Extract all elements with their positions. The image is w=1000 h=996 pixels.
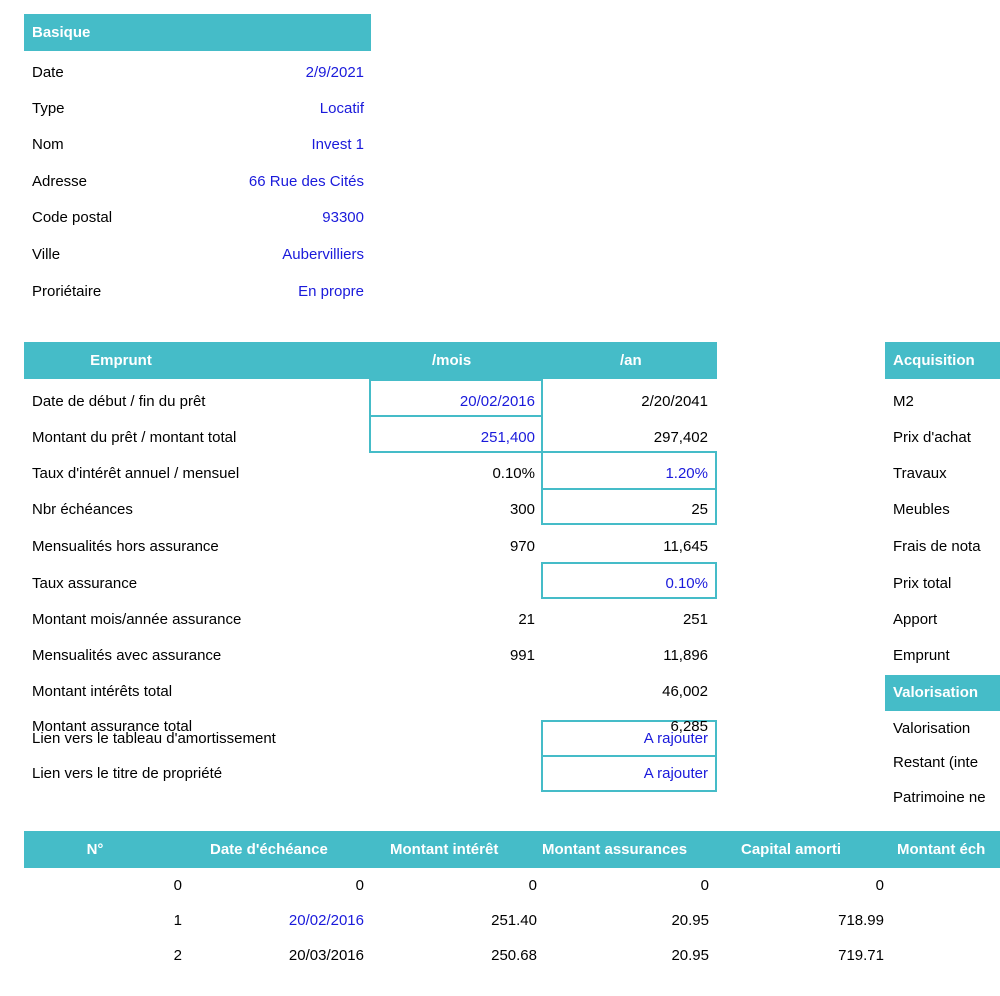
emprunt-taux-mensuel-value: 0.10%	[492, 465, 535, 482]
emprunt-interets-total-value: 46,002	[662, 683, 708, 700]
acquisition-header-label: Acquisition	[893, 352, 975, 369]
emprunt-mensualite-value: 970	[509, 538, 535, 555]
emprunt-label: Taux assurance	[32, 575, 138, 592]
basique-label-code-postal: Code postal	[32, 209, 113, 226]
schedule-cell-capital: 0	[875, 877, 884, 894]
basique-value-nom[interactable]: Invest 1	[311, 136, 364, 153]
schedule-col-montant-echeance: Montant éch	[897, 841, 986, 858]
schedule-cell-capital: 718.99	[838, 912, 884, 929]
schedule-cell-date: 20/03/2016	[288, 947, 364, 964]
emprunt-header-label: Emprunt	[90, 352, 152, 369]
acquisition-row-apport: Apport	[893, 611, 938, 628]
valorisation-row-patrimoine: Patrimoine ne	[893, 789, 986, 806]
schedule-cell-numero: 0	[173, 877, 182, 894]
emprunt-assurance-an-value: 251	[682, 611, 708, 628]
basique-value-date[interactable]: 2/9/2021	[305, 64, 364, 81]
schedule-cell-capital: 719.71	[838, 947, 884, 964]
basique-label-type: Type	[32, 100, 65, 117]
schedule-col-date: Date d'échéance	[210, 841, 328, 858]
schedule-cell-assurances: 0	[700, 877, 709, 894]
basique-label-nom: Nom	[32, 136, 64, 153]
acquisition-row-emprunt: Emprunt	[893, 647, 950, 664]
acquisition-row-m2: M2	[893, 393, 914, 410]
emprunt-col-an: /an	[620, 352, 642, 369]
schedule-cell-interet: 250.68	[491, 947, 537, 964]
emprunt-taux-annuel-value[interactable]: 1.20%	[665, 465, 708, 482]
emprunt-label: Nbr échéances	[32, 501, 133, 518]
emprunt-col-mois: /mois	[432, 352, 472, 369]
basique-label-date: Date	[32, 64, 64, 81]
acquisition-row-frais-notaire: Frais de nota	[893, 538, 981, 555]
emprunt-nbr-annees-value[interactable]: 25	[691, 501, 708, 518]
valorisation-header-label: Valorisation	[893, 684, 979, 701]
acquisition-row-prix-total: Prix total	[893, 575, 952, 592]
emprunt-date-fin-value: 2/20/2041	[641, 393, 708, 410]
emprunt-nbr-echeances-value: 300	[509, 501, 535, 518]
acquisition-row-travaux: Travaux	[893, 465, 947, 482]
schedule-cell-interet: 0	[528, 877, 537, 894]
schedule-cell-assurances: 20.95	[671, 912, 709, 929]
emprunt-mensualite-assurance-value: 991	[509, 647, 535, 664]
emprunt-montant-total-value: 297,402	[653, 429, 708, 446]
emprunt-label: Mensualités hors assurance	[32, 538, 219, 555]
basique-value-code-postal[interactable]: 93300	[322, 209, 364, 226]
schedule-cell-numero: 2	[173, 947, 182, 964]
basique-label-ville: Ville	[32, 246, 61, 263]
acquisition-row-meubles: Meubles	[893, 501, 950, 518]
lien-amortissement-link[interactable]: A rajouter	[643, 730, 708, 747]
schedule-col-numero: N°	[86, 841, 104, 858]
emprunt-label: Montant assurance total	[32, 718, 193, 735]
acquisition-header	[885, 342, 1000, 379]
schedule-col-capital: Capital amorti	[741, 841, 842, 858]
emprunt-montant-value[interactable]: 251,400	[480, 429, 535, 446]
basique-value-proprietaire[interactable]: En propre	[298, 283, 364, 300]
schedule-cell-assurances: 20.95	[671, 947, 709, 964]
basique-label-proprietaire: Proriétaire	[32, 283, 102, 300]
emprunt-header	[24, 342, 717, 379]
schedule-col-interet: Montant intérêt	[390, 841, 499, 858]
basique-header	[24, 14, 371, 51]
schedule-header	[24, 831, 1000, 868]
emprunt-assurance-total-value: 6,285	[670, 718, 708, 735]
emprunt-annuite-assurance-value: 11,896	[663, 647, 708, 664]
schedule-cell-numero: 1	[173, 912, 182, 929]
valorisation-row-valorisation: Valorisation	[893, 720, 971, 737]
basique-value-ville[interactable]: Aubervilliers	[282, 246, 364, 263]
valorisation-row-restant: Restant (inte	[893, 754, 979, 771]
emprunt-assurance-mois-value: 21	[518, 611, 535, 628]
emprunt-label: Mensualités avec assurance	[32, 647, 222, 664]
schedule-cell-interet: 251.40	[491, 912, 537, 929]
emprunt-annuite-value: 11,645	[663, 538, 708, 555]
schedule-cell-date[interactable]: 20/02/2016	[288, 912, 364, 929]
basique-value-adresse[interactable]: 66 Rue des Cités	[248, 173, 364, 190]
emprunt-taux-assurance-value[interactable]: 0.10%	[665, 575, 708, 592]
basique-label-adresse: Adresse	[32, 173, 88, 190]
emprunt-label: Lien vers le tableau d'amortissement	[32, 730, 276, 747]
basique-value-type[interactable]: Locatif	[319, 100, 364, 117]
emprunt-date-debut-value[interactable]: 20/02/2016	[459, 393, 535, 410]
emprunt-label: Montant du prêt / montant total	[32, 429, 237, 446]
valorisation-header	[885, 675, 1000, 711]
basique-header-label: Basique	[32, 24, 91, 41]
acquisition-row-prix-achat: Prix d'achat	[893, 429, 971, 446]
schedule-col-assurances: Montant assurances	[542, 841, 688, 858]
emprunt-label: Montant intérêts total	[32, 683, 173, 700]
emprunt-label: Montant mois/année assurance	[32, 611, 242, 628]
emprunt-label: Taux d'intérêt annuel / mensuel	[32, 465, 240, 482]
emprunt-label: Date de début / fin du prêt	[32, 393, 206, 410]
schedule-cell-date: 0	[355, 877, 364, 894]
lien-titre-propriete-link[interactable]: A rajouter	[643, 765, 708, 782]
emprunt-label: Lien vers le titre de propriété	[32, 765, 223, 782]
